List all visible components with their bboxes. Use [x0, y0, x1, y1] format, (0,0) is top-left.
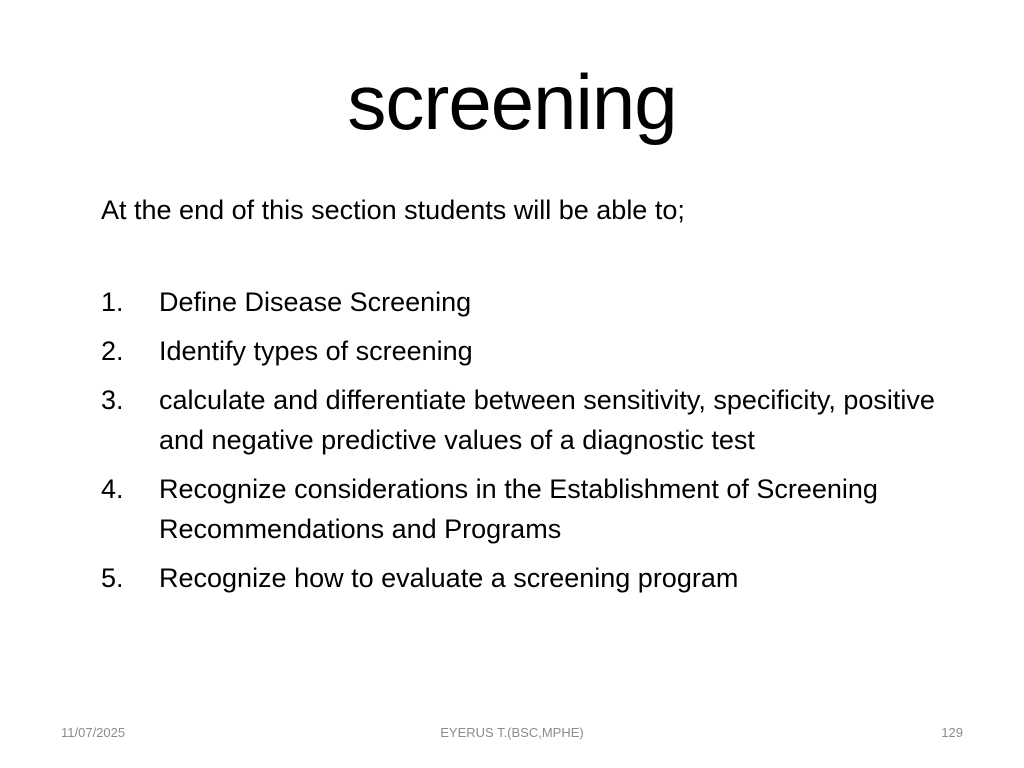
objective-number: 3. [101, 385, 124, 415]
spacer [101, 230, 981, 282]
footer-date: 11/07/2025 [61, 725, 126, 740]
objective-text: Identify types of screening [159, 336, 473, 366]
footer-page-number: 129 [941, 725, 963, 740]
objective-text: Recognize considerations in the Establishment of Screening Recommendations and Programs [159, 474, 878, 544]
objectives-list [101, 282, 981, 598]
objective-text: Define Disease Screening [159, 287, 472, 317]
objective-item [101, 558, 981, 598]
objective-text: calculate and differentiate between sensitivity, specificity, positive and negative predictive values of a diagnostic test [159, 385, 935, 455]
objective-number: 2. [101, 336, 124, 366]
slide-title: screening [347, 58, 677, 146]
objective-number: 1. [101, 287, 124, 317]
objective-text: Recognize how to evaluate a screening program [159, 563, 739, 593]
objective-item [101, 331, 981, 371]
objective-number: 5. [101, 563, 124, 593]
intro-text: At the end of this section students will be able to; [101, 195, 685, 225]
objective-item [101, 469, 981, 549]
objective-number: 4. [101, 474, 124, 504]
slide-content [101, 190, 981, 607]
footer-author: EYERUS T.(BSC,MPHE) [440, 725, 584, 740]
objective-item [101, 282, 981, 322]
objective-item [101, 380, 981, 460]
